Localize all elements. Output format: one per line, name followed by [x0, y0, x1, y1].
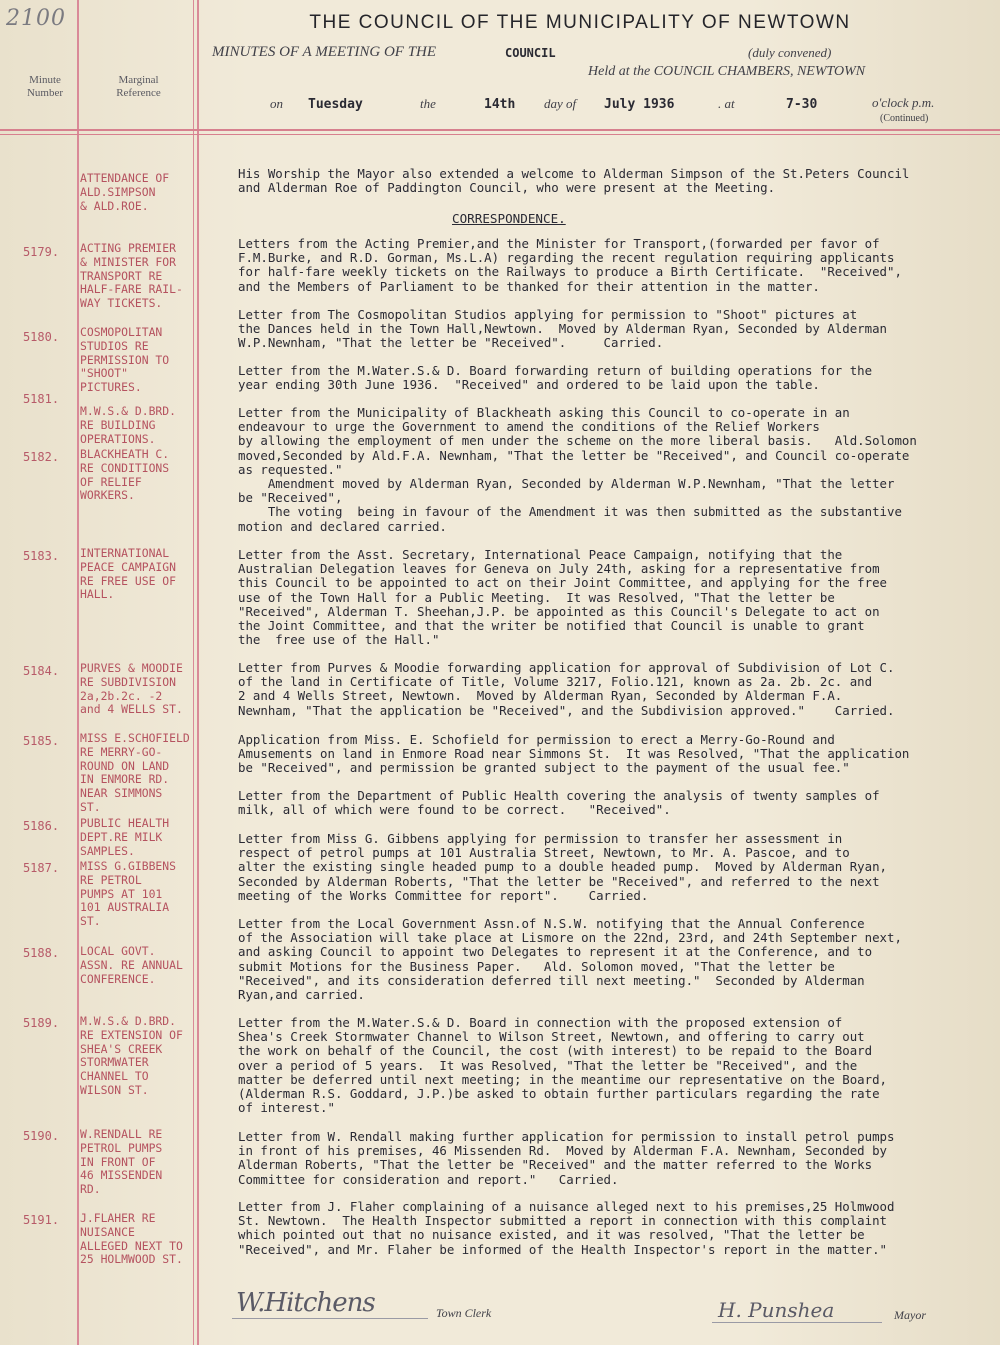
the-label: the	[420, 96, 436, 111]
day-of-label: day of	[544, 96, 577, 111]
minute-text: Letters from the Acting Premier,and the Minister for Transport,(forwarded per favor of F.M.Burke, and R.D. Gorman, Ms.L.A) regarding the recent regulation requiring applicants for half-fare weekly tickets on the Railways to produce a Birth Certificate. "Received", and the Members of Parliament to be thanked for their attention in the matter.	[238, 236, 902, 294]
meeting-date: 14th	[484, 97, 516, 112]
minute-text: Application from Miss. E. Schofield for permission to erect a Merry-Go-Round and Amusements on land in Enmore Road near Simmons St. It was Resolved, "That the application be "Received", and permission be granted subject to the payment of the usual fee."	[238, 732, 910, 776]
continued-label: (Continued)	[880, 113, 929, 124]
meeting-month-year: July 1936	[604, 97, 675, 112]
minute-number: 5190.	[22, 1129, 60, 1143]
marginal-reference: ATTENDANCE OF ALD.SIMPSON & ALD.ROE.	[80, 171, 170, 213]
mayor-signature: H. Punshea	[718, 1298, 835, 1322]
meeting-time: 7-30	[786, 97, 818, 112]
town-clerk-label: Town Clerk	[436, 1306, 492, 1320]
minute-text: Letter from J. Flaher complaining of a nuisance alleged next to his premises,25 Holmwood St. Newtown. The Health Inspector submitted a report in connection with this complaint which pointed out that no nuisance existed, and it was resolved, "That the letter be "Received", and Mr. Flaher be informed of the Health Inspector's report in the matter."	[238, 1199, 895, 1257]
minute-number: 5185.	[22, 734, 60, 748]
marginal-reference: ACTING PREMIER & MINISTER FOR TRANSPORT RE HALF-FARE RAIL- WAY TICKETS.	[80, 241, 183, 311]
convened-label: (duly convened)	[748, 45, 832, 60]
minute-number: 5191.	[22, 1213, 60, 1227]
minute-text: Letter from the Asst. Secretary, International Peace Campaign, notifying that the Australian Delegation leaves for Geneva on July 24th, asking for a representative from this Council to be appointed to act on their Joint Committee, and applying for the free use of the Town Hall for a Public Meeting. It was Resolved, "That the letter be "Received", Alderman T. Sheehan,J.P. be appointed as this Council's Delegate to act on the Joint Committee, and that the writer be notified that Council is unable to grant the free use of the Hall."	[238, 547, 888, 648]
at-label: . at	[718, 96, 735, 111]
on-label: on	[270, 96, 283, 111]
minute-number: 5179.	[22, 245, 60, 259]
minute-text: His Worship the Mayor also extended a welcome to Alderman Simpson of the St.Peters Council and Alderman Roe of Paddington Council, who were present at the Meeting.	[238, 166, 910, 196]
minute-number: 5188.	[22, 946, 60, 960]
marginal-reference: M.W.S.& D.BRD. RE BUILDING OPERATIONS.	[80, 404, 177, 446]
correspondence-heading: CORRESPONDENCE.	[452, 211, 566, 226]
minute-text: Letter from The Cosmopolitan Studios applying for permission to "Shoot" pictures at the Dances held in the Town Hall,Newtown. Moved by Alderman Ryan, Seconded by Alderman W.P.Newnham, "That the letter be "Received". Carried.	[238, 307, 888, 351]
held-at-label: Held at the COUNCIL CHAMBERS, NEWTOWN	[588, 64, 866, 79]
minute-text: Letter from the M.Water.S.& D. Board in connection with the proposed extension of Shea's Creek Stormwater Channel to Wilson Street, Newtown, and offering to carry out the work on behalf of the Council, the cost (with interest) to be repaid to the Board over a period of 5 years. It was Resolved, "That the letter be "Received", and the matter be deferred until next meeting; in the meantime our representative on the Board, (Alderman R.S. Goddard, J.P.)be asked to obtain further particulars regarding the rate of interest."	[238, 1015, 888, 1116]
minute-text: Letter from Purves & Moodie forwarding application for approval of Subdivision of Lot C. of the land in Certificate of Title, Volume 3217, Folio.121, known as 2a. 2b. 2c. and 2 and 4 Wells Street, Newtown. Moved by Alderman Ryan, Seconded by Alderman F.A. Newnham, "That the application be "Received", and the Subdivision approved." Carried.	[238, 660, 895, 718]
minute-number: 5187.	[22, 861, 60, 875]
marginal-reference: PUBLIC HEALTH DEPT.RE MILK SAMPLES.	[80, 816, 170, 858]
marginal-reference-label	[96, 74, 181, 100]
mayor-label: Mayor	[894, 1308, 926, 1322]
marginal-reference: M.W.S.& D.BRD. RE EXTENSION OF SHEA'S CREEK STORMWATER CHANNEL TO WILSON ST.	[80, 1014, 183, 1097]
mayor-signature-line	[712, 1322, 882, 1323]
minute-number-label	[10, 74, 80, 100]
minute-number: 5180.	[22, 330, 60, 344]
town-clerk-signature-line	[232, 1318, 428, 1319]
header-rule-2	[0, 134, 1000, 135]
minute-text: Letter from W. Rendall making further application for permission to install petrol pumps in front of his premises, 46 Missenden Rd. Moved by Alderman F.A. Newnham, Seconded by Alderman Roberts, "That the letter be "Received" and the matter referred to the Works Committee for consideration and report." Carried.	[238, 1129, 895, 1187]
minute-text: Letter from the Municipality of Blackheath asking this Council to co-operate in an endeavour to urge the Government to amend the conditions of the Relief Workers by allowing the employment of men under the scheme on the more liberal basis. Ald.Solomon moved,Seconded by Ald.F.A. Newnham, "That the letter be "Received", and Council co-operate as requested." Amendment moved by Alderman Ryan, Seconded by Alderman W.P.Newnham, "That the letter be "Received", The voting being in favour of the Amendment it was then submitted as the substantive motion and declared carried.	[238, 405, 917, 534]
minute-text: Letter from the Local Government Assn.of N.S.W. notifying that the Annual Conference of the Association will take place at Lismore on the 22nd, 23rd, and 24th September next, and asking Council to appoint two Delegates to represent it at the Conference, and to submit Motions for the Business Paper. Ald. Solomon moved, "That the letter be "Received", and its consideration deferred till next meeting." Seconded by Alderman Ryan,and carried.	[238, 916, 902, 1003]
meeting-body: COUNCIL	[505, 46, 556, 60]
minute-number: 5189.	[22, 1016, 60, 1030]
minute-text: Letter from Miss G. Gibbens applying for permission to transfer her assessment in respect of petrol pumps at 101 Australia Street, Newtown, to Mr. A. Pascoe, and to alter the existing single headed pump to a double headed pump. Moved by Alderman Ryan, Seconded by Alderman Roberts, "That the letter be "Received", and referred to the next meeting of the Works Committee for report". Carried.	[238, 831, 888, 903]
minute-number: 5183.	[22, 549, 60, 563]
left-margin-rule	[77, 0, 79, 1345]
marginal-reference: INTERNATIONAL PEACE CAMPAIGN RE FREE USE OF HALL.	[80, 546, 177, 602]
minute-number: 5182.	[22, 450, 60, 464]
marginal-reference: LOCAL GOVT. ASSN. RE ANNUAL CONFERENCE.	[80, 944, 183, 986]
minute-number: 5181.	[22, 392, 60, 406]
minutes-of-label: MINUTES OF A MEETING OF THE	[212, 44, 437, 60]
page-title: THE COUNCIL OF THE MUNICIPALITY OF NEWTOWN	[309, 12, 851, 33]
marginal-reference: PURVES & MOODIE RE SUBDIVISION 2a,2b.2c. -2 and 4 WELLS ST.	[80, 661, 183, 717]
marginal-reference: COSMOPOLITAN STUDIOS RE PERMISSION TO "SHOOT" PICTURES.	[80, 325, 170, 395]
marginal-reference: BLACKHEATH C. RE CONDITIONS OF RELIEF WORKERS.	[80, 447, 170, 503]
marginal-reference: J.FLAHER RE NUISANCE ALLEGED NEXT TO 25 HOLMWOOD ST.	[80, 1211, 183, 1267]
meeting-day: Tuesday	[308, 97, 363, 112]
marginal-reference: MISS G.GIBBENS RE PETROL PUMPS AT 101 101 AUSTRALIA ST.	[80, 859, 177, 929]
town-clerk-signature: W.Hitchens	[236, 1288, 375, 1318]
minute-text: Letter from the Department of Public Health covering the analysis of twenty samples of milk, all of which were found to be correct. "Received".	[238, 788, 880, 818]
oclock-label: o'clock p.m.	[872, 95, 935, 110]
header-rule	[0, 129, 1000, 131]
minute-text: Letter from the M.Water.S.& D. Board forwarding return of building operations for the year ending 30th June 1936. "Received" and ordered to be laid upon the table.	[238, 363, 873, 393]
minute-number: 5184.	[22, 664, 60, 678]
minute-number-text: Minute Number	[26, 74, 64, 99]
marginal-reference: W.RENDALL RE PETROL PUMPS IN FRONT OF 46 MISSENDEN RD.	[80, 1127, 163, 1197]
pencil-page-number: 2100	[6, 6, 66, 31]
minute-number: 5186.	[22, 819, 60, 833]
marginal-reference-text: Marginal Reference	[116, 74, 161, 99]
marginal-reference: MISS E.SCHOFIELD RE MERRY-GO- ROUND ON LAND IN ENMORE RD. NEAR SIMMONS ST.	[80, 731, 190, 814]
